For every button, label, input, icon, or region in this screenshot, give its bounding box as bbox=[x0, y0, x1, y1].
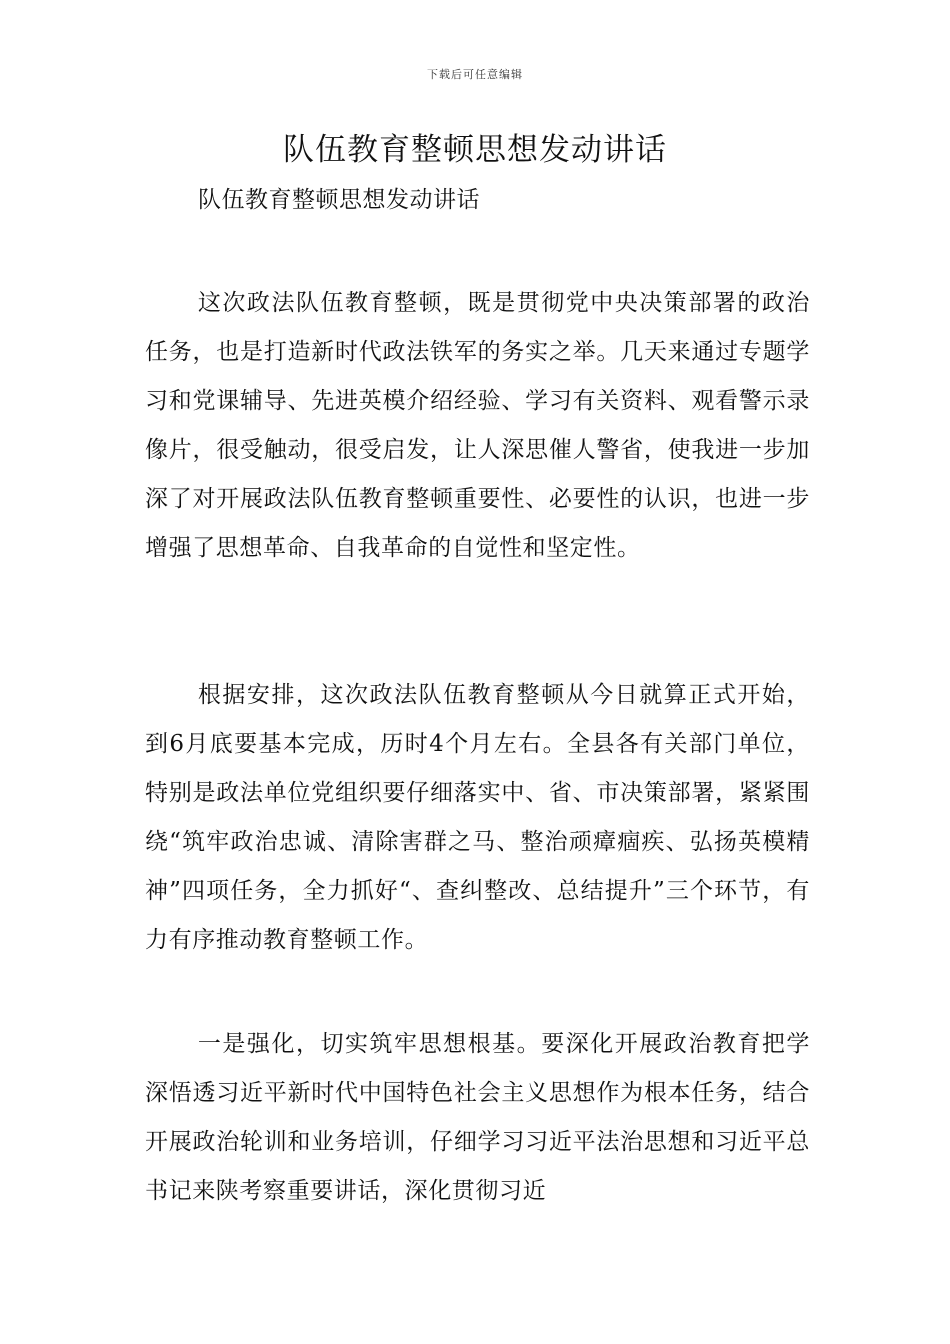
document-subtitle: 队伍教育整顿思想发动讲话 bbox=[198, 187, 480, 213]
document-title: 队伍教育整顿思想发动讲话 bbox=[283, 132, 667, 168]
paragraph-1: 这次政法队伍教育整顿，既是贯彻党中央决策部署的政治任务，也是打造新时代政法铁军的务实之举。几天来通过专题学习和党课辅导、先进英模介绍经验、学习有关资料、观看警示录像片，很受触动，很受启发，让人深思催人警省，使我进一步加深了对开展政法队伍教育整顿重要性、必要性的认识，也进一步增强了思想革命、自我革命的自觉性和坚定性。 bbox=[145, 290, 810, 561]
header-note: 下载后可任意编辑 bbox=[427, 68, 523, 81]
paragraph-3: 一是强化，切实筑牢思想根基。要深化开展政治教育把学深悟透习近平新时代中国特色社会主义思想作为根本任务，结合开展政治轮训和业务培训，仔细学习习近平法治思想和习近平总书记来陕考察重要讲话，深化贯彻习近 bbox=[145, 1031, 810, 1204]
paragraph-2: 根据安排，这次政法队伍教育整顿从今日就算正式开始，到6月底要基本完成，历时4个月左右。全县各有关部门单位，特别是政法单位党组织要仔细落实中、省、市决策部署，紧紧围绕“筑牢政治忠诚、清除害群之马、整治顽瘴痼疾、弘扬英模精神”四项任务，全力抓好“、查纠整改、总结提升”三个环节，有力有序推动教育整顿工作。 bbox=[145, 682, 810, 953]
